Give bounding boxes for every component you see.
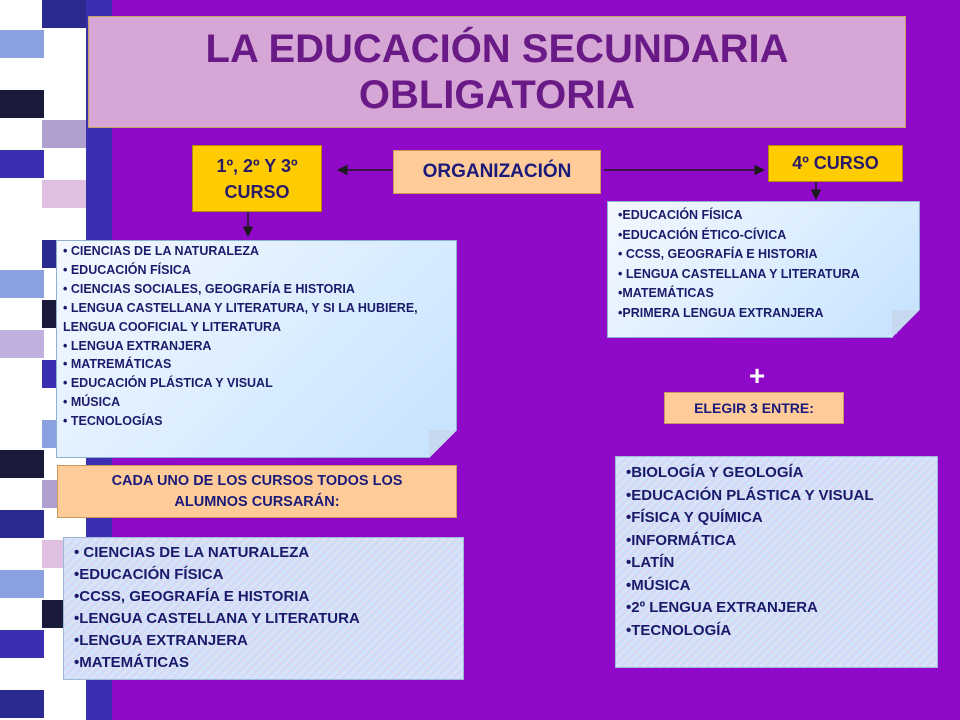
elegir-label: ELEGIR 3 ENTRE: (694, 400, 814, 416)
elegir-box (664, 392, 844, 424)
subject-item: •LATÍN (626, 554, 675, 571)
subject-item: •TECNOLOGÍA (626, 621, 732, 639)
subject-item: • CIENCIAS SOCIALES, GEOGRAFÍA E HISTORIA (63, 281, 355, 296)
subject-item: •INFORMÁTICA (626, 531, 737, 549)
subject-item: •CCSS, GEOGRAFÍA E HISTORIA (74, 588, 310, 605)
subject-item: • TECNOLOGÍAS (63, 414, 163, 429)
subject-item: •LENGUA CASTELLANA Y LITERATURA (74, 610, 360, 627)
subject-item: •FÍSICA Y QUÍMICA (626, 509, 763, 526)
courses-1-3-line-2: CURSO (224, 181, 290, 202)
subject-item: •EDUCACIÓN FÍSICA (618, 208, 743, 222)
subject-item: • EDUCACIÓN PLÁSTICA Y VISUAL (63, 376, 273, 391)
subject-item: • CIENCIAS DE LA NATURALEZA (74, 544, 310, 561)
optional-subjects-box (615, 456, 938, 668)
cada-uno-line-1: CADA UNO DE LOS CURSOS TODOS LOS (111, 472, 403, 489)
right-subjects-note (607, 201, 920, 338)
subject-item: • MATREMÁTICAS (63, 357, 172, 372)
cada-uno-line-2: ALUMNOS CURSARÁN: (174, 493, 340, 510)
subject-item: •MATEMÁTICAS (618, 286, 714, 300)
subject-item: • EDUCACIÓN FÍSICA (63, 262, 191, 277)
subject-item: • CCSS, GEOGRAFÍA E HISTORIA (618, 247, 818, 261)
subject-item: •BIOLOGÍA Y GEOLOGÍA (626, 464, 804, 481)
right-subjects-list (618, 206, 913, 323)
courses-1-3-line-1: 1º, 2º Y 3º (216, 155, 298, 176)
note-fold (429, 430, 457, 458)
title-line-2: OBLIGATORIA (358, 73, 636, 117)
subject-item: •EDUCACIÓN PLÁSTICA Y VISUAL (626, 486, 874, 504)
common-subjects-box (63, 537, 464, 680)
subject-item: • CIENCIAS DE LA NATURALEZA (63, 244, 260, 258)
left-subjects-note (56, 240, 457, 458)
left-subjects-list (63, 242, 450, 431)
plus-sign: + (748, 360, 766, 391)
subject-item: •MATEMÁTICAS (74, 654, 189, 671)
title-line-1: LA EDUCACIÓN SECUNDARIA (205, 27, 789, 71)
subject-item: • LENGUA CASTELLANA Y LITERATURA (618, 266, 860, 281)
subject-item: •EDUCACIÓN ÉTICO-CÍVICA (618, 227, 787, 242)
course-4-label: 4º CURSO (792, 153, 879, 173)
subject-item: • LENGUA CASTELLANA Y LITERATURA, Y SI LA HUBIERE, LENGUA COOFICIAL Y LITERATURA (63, 300, 418, 334)
subject-item: •LENGUA EXTRANJERA (74, 632, 248, 649)
subject-item: •PRIMERA LENGUA EXTRANJERA (618, 305, 824, 320)
subject-item: • LENGUA EXTRANJERA (63, 338, 212, 353)
cada-uno-box (57, 465, 457, 518)
subject-item: •2º LENGUA EXTRANJERA (626, 599, 818, 616)
organizacion-label: ORGANIZACIÓN (422, 161, 572, 182)
optional-subjects-list (626, 462, 931, 642)
subject-item: •MÚSICA (626, 576, 691, 594)
note-fold (892, 310, 920, 338)
common-subjects-list (74, 542, 455, 674)
subject-item: •EDUCACIÓN FÍSICA (74, 566, 224, 583)
subject-item: • MÚSICA (63, 395, 121, 410)
